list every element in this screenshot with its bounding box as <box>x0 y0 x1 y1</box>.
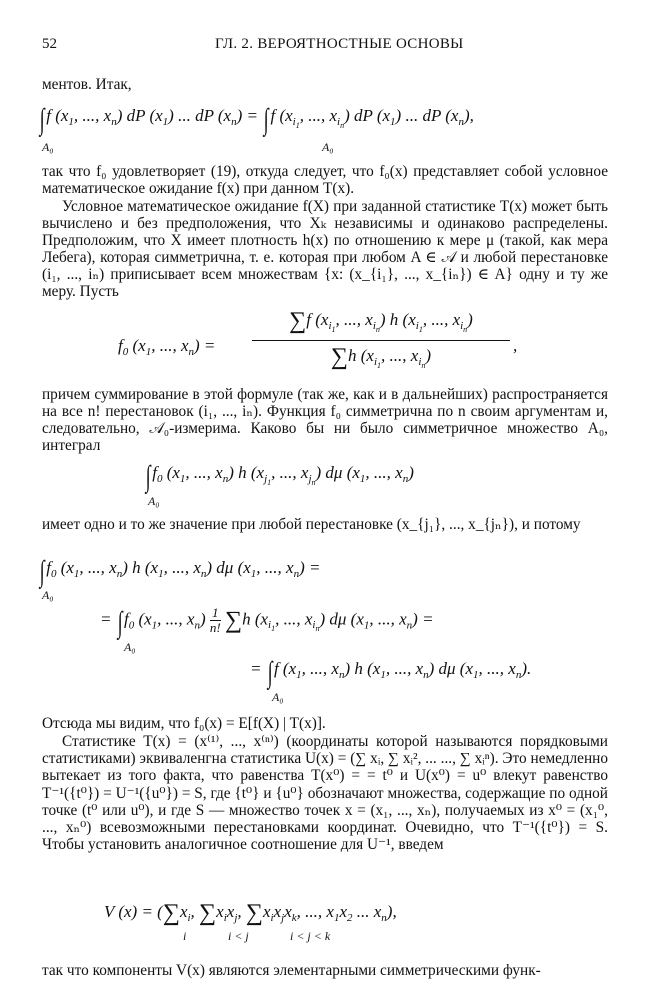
paragraph-3: причем суммирование в этой формуле (так же, как и в дальнейших) распространяется на все n! перестановок (i₁, ..., iₙ). Функция f₀ симметрична по n своим аргументам и, следовательно, 𝒜₀-измерима. Каково бы ни было симметричное множество A₀, интеграл <box>42 386 608 454</box>
paragraph-4: Статистике T(x) = (x⁽¹⁾, ..., x⁽ⁿ⁾) (координаты которой называются порядковыми статистиками) эквиваленгна статистика U(x) = (∑ xᵢ, ∑ xᵢ², ... ..., ∑ xᵢⁿ). Это немедленно вытекает из того факта, что равенства T(x⁰) = = t⁰ и U(x⁰) = u⁰ влекут равенство T⁻¹({t⁰}) = U⁻¹({u⁰}) = S, где {t⁰} и {u⁰} обозначают множества, содержащие по одной точке (t⁰ или u⁰), и где S — множество точек x = (x₁, ..., xₙ), получаемых из x⁰ = (x₁⁰, ..., xₙ⁰) всевозможными перестановками координат. Очевидно, что T⁻¹({t⁰}) = S. Чтобы установить аналогичное соотношение для U⁻¹, введем <box>42 733 608 854</box>
eq4a-limit: A₀ <box>42 588 54 602</box>
equation-3: $\int f_0$ ($x_1$, ..., $x_n$) h ($x_{j_1}$, ..., $x_{j_n}$) dμ ($x_1$, ..., $x_n$) <box>145 460 414 493</box>
equation-2-denominator: ∑h ($x_{i_1}$, ..., $x_{i_n}$) <box>330 344 432 371</box>
eq3-limit: A₀ <box>148 494 160 508</box>
eq5-index-i: i <box>183 929 187 943</box>
eq5-index-ij: i < j <box>228 929 249 943</box>
equation-2-lhs: $f_0$ ($x_1$, ..., $x_n$) = <box>118 336 216 358</box>
page-number: 52 <box>42 36 57 52</box>
equation-1: ∫f ($x_1$, ..., $x_n$) dP $(x_1)$ ... dP $(x_n) = \int f$ ($x_{i_1}$, ..., $x_{i_n}$) dP $(x_1)$ ... dP $(x_n)$, <box>39 103 474 136</box>
equation-4a: $\int f_0$ ($x_1$, ..., $x_n$) h ($x_1$, ..., $x_n$) dμ ($x_1$, ..., $x_n$) = <box>39 555 321 588</box>
eq4c-limit: A₀ <box>272 690 284 704</box>
equation-4c: = ∫f ($x_1$, ..., $x_n$) h ($x_1$, ..., $x_n$) dμ ($x_1$, ..., $x_n$). <box>250 656 532 689</box>
equation-2-numerator: ∑f ($x_{i_1}$, ..., $x_{i_n}$) h ($x_{i_1}$, ..., $x_{i_n}$) <box>289 308 473 335</box>
last-line: так что компоненты V(x) являются элементарными симметрическими функ- <box>42 962 541 979</box>
eq1-limit-right: A₀ <box>322 140 334 154</box>
fraction-bar <box>252 340 510 341</box>
paragraph-1: так что f₀ удовлетворяет (19), откуда следует, что f₀(x) представляет собой условное математическое ожидание f(x) при данном T(x). <box>42 163 608 197</box>
line-permutation: имеет одно и то же значение при любой перестановке (x_{j₁}, ..., x_{jₙ}), и потому <box>42 516 581 533</box>
eq5-index-ijk: i < j < k <box>290 929 331 943</box>
intro-line: ментов. Итак, <box>42 76 132 93</box>
running-title: ГЛ. 2. ВЕРОЯТНОСТНЫЕ ОСНОВЫ <box>215 36 464 52</box>
paragraph-2: Условное математическое ожидание f(X) при заданной статистике T(x) может быть вычислено и без предположения, что Xₖ независимы и одинаково распределены. Предположим, что X имеет плотность h(x) по отношению к мере μ (такой, как мера Лебега), которая симметрична, т. е. которая при любом A ∈ 𝒜 и любой перестановке (i₁, ..., iₙ) приписывает всем множествам {x: (x_{i₁}, ..., x_{iₙ}) ∈ A} одну и ту же меру. Пусть <box>42 198 608 300</box>
equation-5: V $(x) = (\sum x_i$, $\sum x_ix_j$, $\sum x_ix_jx_k$, ..., $x_1x_2$ ... $x_n$), <box>104 900 397 926</box>
eq4b-limit: A₀ <box>124 640 136 654</box>
book-page: 52 ГЛ. 2. ВЕРОЯТНОСТНЫЕ ОСНОВЫ ментов. Итак, ∫f ($x_1$, ..., $x_n$) dP $(x_1)$ ... dP $(x_n) = \int f$ ($x_{i_1}$, ..., $x_{i_n}$) dP $(x_1)$ ... dP $(x_n)$, A₀ A₀ так что f₀ удовлетворяет (19), откуда следует, что f₀(x) представляет собой условное математическое ожидание f(x) при данном T(x). Условное математическое ожидание f(X) при заданной статистике T(x) может быть вычислено и без предположения, что Xₖ независимы и одинаково распределены. Предположим, что X имеет плотность h(x) по отношению к мере μ (такой, как мера Лебега), которая симметрична, т. е. которая при любом A ∈ 𝒜 и любой перестановке (i₁, ..., iₙ) приписывает всем множествам {x: (x_{i₁}, ..., x_{iₙ}) ∈ A} одну и ту же меру. Пусть $f_0$ ($x_1$, ..., $x_n$) = ∑f ($x_{i_1}$, ..., $x_{i_n}$) h ($x_{i_1}$, ..., $x_{i_n}$) ∑h ($x_{i_1}$, ..., $x_{i_n}$) , причем суммирование в этой формуле (так же, как и в дальнейших) распространяется на все n! перестановок (i₁, ..., iₙ). Функция f₀ симметрична по n своим аргументам и, следовательно, 𝒜₀-измерима. Каково бы ни было симметричное множество A₀, интеграл $\int f_0$ ($x_1$, ..., $x_n$) h ($x_{j_1}$, ..., $x_{j_n}$) dμ ($x_1$, ..., $x_n$) A₀ имеет одно и то же значение при любой перестановке (x_{j₁}, ..., x_{jₙ}), и потому $\int f_0$ ($x_1$, ..., $x_n$) h ($x_1$, ..., $x_n$) dμ ($x_1$, ..., $x_n$) = A₀ = $\int f_0$ ($x_1$, ..., $x_n$) $\frac{1}{n!}$ ∑h ($x_{i_1}$, ..., $x_{i_n}$) dμ ($x_1$, ..., $x_n$) = A₀ = ∫f ($x_1$, ..., $x_n$) h ($x_1$, ..., $x_n$) dμ ($x_1$, ..., $x_n$). A₀ Отсюда мы видим, что f₀(x) = E[f(X) | T(x)]. Статистике T(x) = (x⁽¹⁾, ..., x⁽ⁿ⁾) (координаты которой называются порядковыми статистиками) эквиваленгна статистика U(x) = (∑ xᵢ, ∑ xᵢ², ... ..., ∑ xᵢⁿ). Это немедленно вытекает из того факта, что равенства T(x⁰) = = t⁰ и U(x⁰) = u⁰ влекут равенство T⁻¹({t⁰}) = U⁻¹({u⁰}) = S, где {t⁰} и {u⁰} обозначают множества, содержащие по одной точке (t⁰ или u⁰), и где S — множество точек x = (x₁, ..., xₙ), получаемых из x⁰ = (x₁⁰, ..., xₙ⁰) всевозможными перестановками координат. Очевидно, что T⁻¹({t⁰}) = S. Чтобы установить аналогичное соотношение для U⁻¹, введем V $(x) = (\sum x_i$, $\sum x_ix_j$, $\sum x_ix_jx_k$, ..., $x_1x_2$ ... $x_n$), i i < j i < j < k так что компоненты V(x) являются элементарными симметрическими функ- <box>39 36 608 979</box>
eq1-limit-left: A₀ <box>42 140 54 154</box>
equation-4b: = $\int f_0$ ($x_1$, ..., $x_n$) $\frac{1}{n!}$ ∑h ($x_{i_1}$, ..., $x_{i_n}$) dμ ($x_1$, ..., $x_n$) = <box>100 605 434 640</box>
line-conclusion: Отсюда мы видим, что f₀(x) = E[f(X) | T(x)]. <box>42 715 326 732</box>
